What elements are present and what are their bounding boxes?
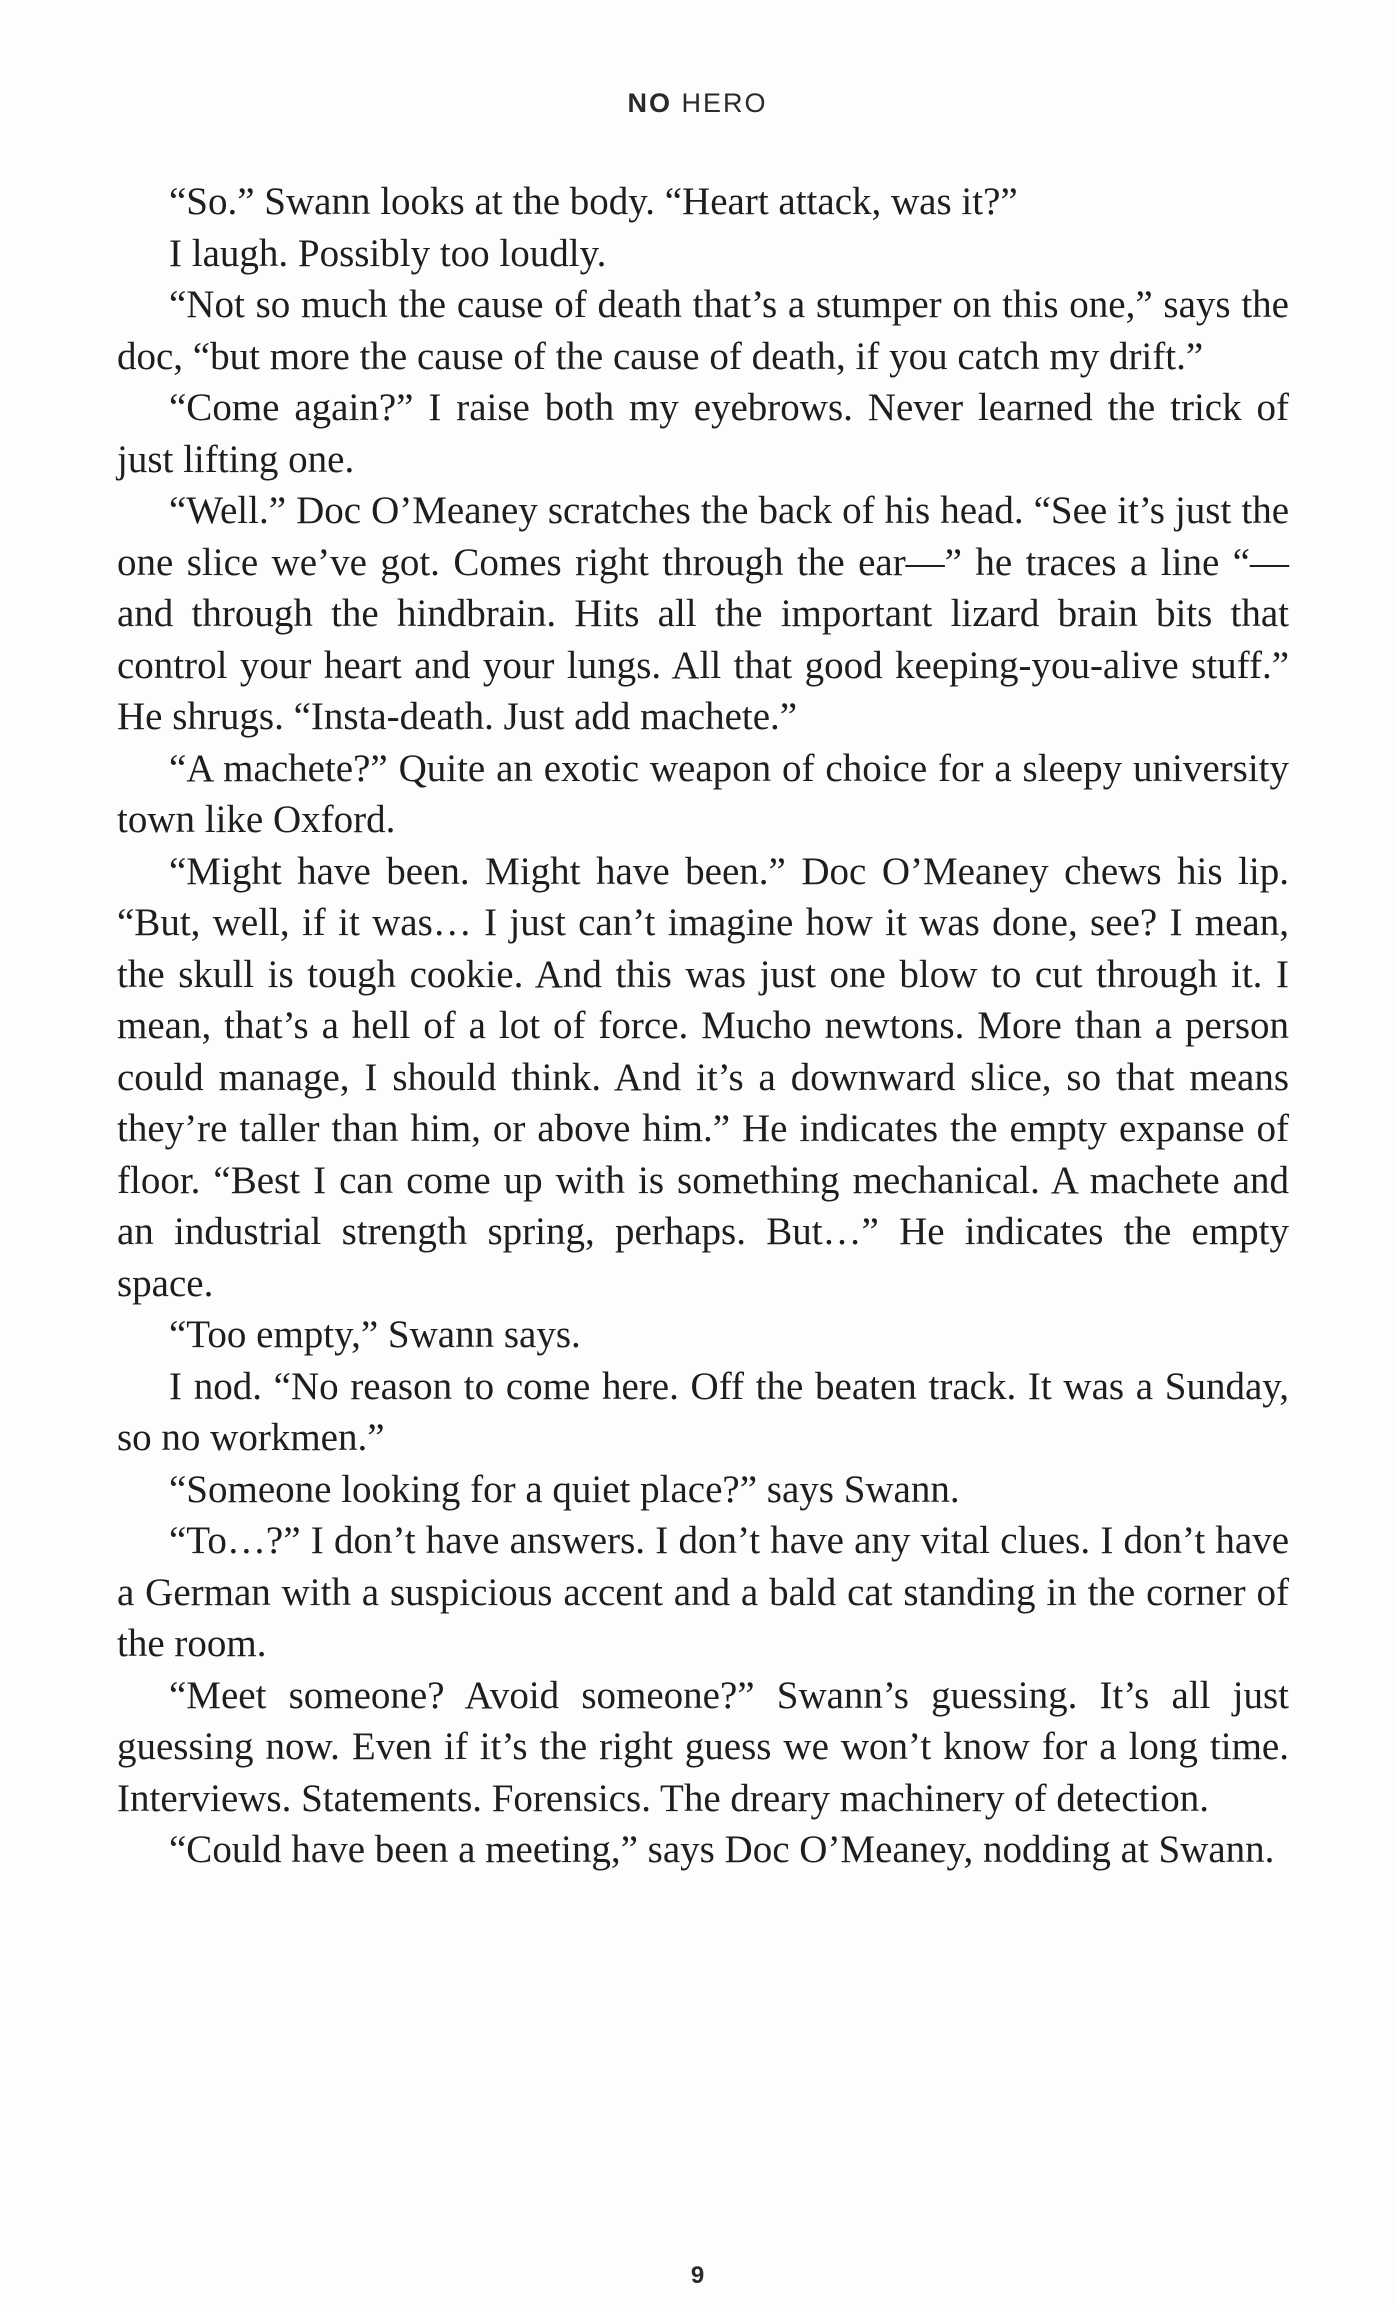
paragraph: “So.” Swann looks at the body. “Heart attack, was it?” xyxy=(169,180,1018,223)
paragraph: “Come again?” I raise both my eyebrows. Never learned the trick of just lifting one. xyxy=(117,386,1289,481)
paragraph: “Meet someone? Avoid someone?” Swann’s guessing. It’s all just guessing now. Even if it’s the right guess we won’t know for a long time. Interviews. Statements. Forensics. The dreary machinery of detection. xyxy=(117,1673,1289,1820)
paragraph: “A machete?” Quite an exotic weapon of choice for a sleepy university town like Oxford. xyxy=(117,746,1289,841)
paragraph: “Too empty,” Swann says. xyxy=(169,1313,581,1356)
running-head-bold: NO xyxy=(627,88,672,118)
paragraph: “Well.” Doc O’Meaney scratches the back of his head. “See it’s just the one slice we’ve got. Comes right through the ear—” he traces a line “—and through the hindbrain. Hits all the important lizard brain bits that control your heart and your lungs. All that good keeping-you-alive stuff.” He shrugs. “Insta-death. Just add machete.” xyxy=(117,489,1289,738)
paragraph: “Someone looking for a quiet place?” says Swann. xyxy=(169,1467,960,1511)
paragraph: “Not so much the cause of death that’s a stumper on this one,” says the doc, “but more the cause of the cause of death, if you catch my drift.” xyxy=(117,283,1289,378)
paragraph: “To…?” I don’t have answers. I don’t have any vital clues. I don’t have a German with a suspicious accent and a bald cat standing in the corner of the room. xyxy=(117,1519,1289,1665)
page-number: 9 xyxy=(690,2262,705,2289)
running-head xyxy=(0,88,1395,119)
paragraph: “Could have been a meeting,” says Doc O’Meaney, nodding at Swann. xyxy=(169,1828,1275,1871)
running-head-rest: HERO xyxy=(671,88,768,118)
paragraph: I laugh. Possibly too loudly. xyxy=(169,231,607,275)
paragraph: “Might have been. Might have been.” Doc O’Meaney chews his lip. “But, well, if it was… I just can’t imagine how it was done, see? I mean, the skull is tough cookie. And this was just one blow to cut through it. I mean, that’s a hell of a lot of force. Mucho newtons. More than a person could manage, I should think. And it’s a downward slice, so that means they’re taller than him, or above him.” He indicates the empty expanse of floor. “Best I can come up with is something mechanical. A machete and an industrial strength spring, perhaps. But…” He indicates the empty space. xyxy=(117,849,1289,1305)
paragraph: I nod. “No reason to come here. Off the beaten track. It was a Sunday, so no workmen.” xyxy=(117,1364,1289,1459)
body-text xyxy=(117,176,1289,1876)
